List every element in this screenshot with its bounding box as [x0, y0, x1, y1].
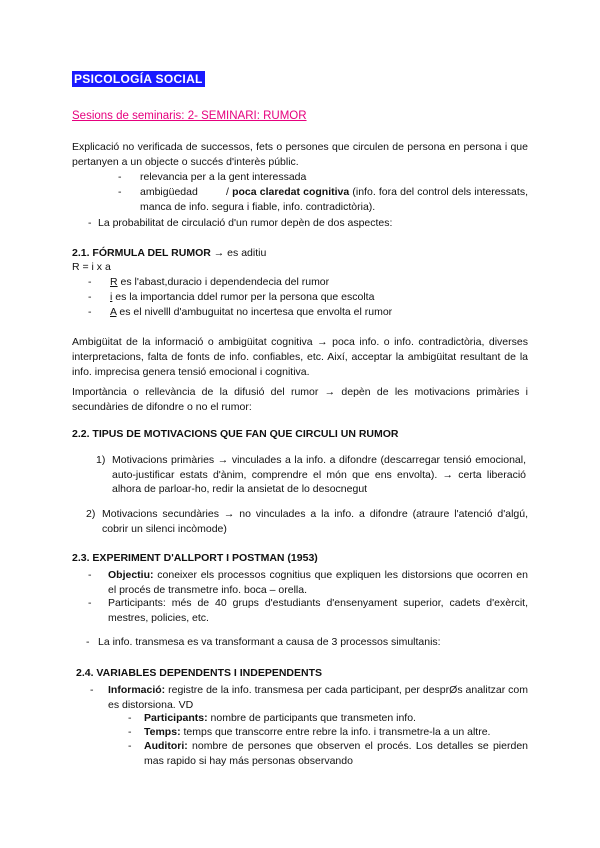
bullet-bold-term: Informació: — [108, 684, 166, 696]
formula-line: R = i x a — [72, 261, 111, 273]
item-text: Motivacions secundàries → no vinculades a la info. a difondre (atraure l'atenció d'algú, cobrir un silenci incòmode) — [102, 508, 528, 535]
bullet-desc: nombre de persones que observen el procés. Los detalles se pierden mas rapido si hay más personas observando — [144, 740, 528, 767]
section-2-2-heading: 2.2. TIPUS DE MOTIVACIONS QUE FAN QUE CIRCULI UN RUMOR — [72, 428, 399, 440]
bullet-dash: - — [90, 684, 94, 696]
document-title: PSICOLOGÍA SOCIAL — [74, 72, 203, 86]
document-title-block — [72, 72, 205, 86]
section-title-tail: → es aditiu — [213, 247, 267, 259]
bullet-dash: - — [86, 636, 90, 648]
bullet-dash: - — [128, 740, 132, 752]
bullet-dash: - — [128, 726, 132, 738]
bullet-bold-term: Participants: — [144, 712, 208, 724]
bullet-text — [110, 290, 510, 305]
bullet-desc: temps que transcorre entre rebre la info. i transmetre-la a un altre. — [180, 726, 491, 738]
bullet-text — [108, 568, 528, 597]
bullet-text — [144, 711, 528, 726]
bullet-dash: - — [88, 276, 92, 288]
document-subtitle: Sesions de seminaris: 2- SEMINARI: RUMOR — [72, 110, 307, 122]
bullet-dash: - — [88, 217, 92, 229]
bullet-rest: (info. fora del control dels interessats, manca de info. segura i fiable, info. contradictòria). — [140, 186, 528, 213]
bullet-text: relevancia per a la gent interessada — [140, 171, 307, 183]
bullet-desc: es l'abast,duracio i dependendecia del rumor — [117, 276, 330, 288]
bullet-bold-term: Objectiu: — [108, 569, 154, 581]
bullet-bold-term: poca claredat cognitiva — [232, 186, 350, 198]
bullet-slash: / — [226, 186, 229, 198]
section-2-4-heading: 2.4. VARIABLES DEPENDENTS I INDEPENDENTS — [76, 667, 323, 679]
bullet-dash: - — [118, 186, 122, 198]
bullet-dash: - — [118, 171, 122, 183]
bullet-text — [110, 275, 510, 290]
item-number: 1) — [96, 454, 106, 466]
bullet-term: ambigüedad — [140, 186, 198, 198]
bullet-text — [108, 683, 528, 712]
bullet-dash: - — [88, 291, 92, 303]
intro-paragraph: Explicació no verificada de successos, fets o persones que circulen de persona en persona i que pertanyen a un objecte o succés d'interès públic. — [72, 141, 528, 168]
bullet-text: La probabilitat de circulació d'un rumor depèn de dos aspectes: — [98, 217, 393, 229]
bullet-dash: - — [88, 306, 92, 318]
bullet-text: Participants: més de 40 grups d'estudiants d'ensenyament superior, cadets d'exèrcit, mestres, policies, etc. — [108, 597, 528, 624]
bullet-dash: - — [88, 569, 92, 581]
ambiguity-paragraph: Ambigüitat de la informació o ambigüitat cognitiva → poca info. o info. contradictòria, diverses interpretacions, falta de fonts de info. confiables, etc. Així, acceptar la ambigüitat resultant de la info. imprecisa genera tensió emocional i cognitiva. — [72, 336, 528, 378]
bullet-desc: es la importancia ddel rumor per la persona que escolta — [112, 291, 375, 303]
section-2-3-heading: 2.3. EXPERIMENT D'ALLPORT I POSTMAN (1953) — [72, 552, 318, 564]
bullet-bold-term: Temps: — [144, 726, 181, 738]
bullet-desc: nombre de participants que transmeten info. — [207, 712, 416, 724]
bullet-key: i — [110, 291, 113, 303]
bullet-desc: registre de la info. transmesa per cada participant, per desprØs analitzar com es distorsiona. VD — [108, 684, 528, 711]
bullet-dash: - — [88, 597, 92, 609]
bullet-text — [144, 739, 528, 768]
bullet-bold-term: Auditori: — [144, 740, 188, 752]
bullet-key: R — [110, 276, 118, 288]
bullet-text — [110, 305, 510, 320]
bullet-text — [144, 725, 528, 740]
item-text: Motivacions primàries → vinculades a la info. a difondre (descarregar tensió emocional, auto-justificar estats d'ànim, comprendre el món que ens envolta). → certa liberació alhora de parloar-ho, redir la ansietat de lo desocnegut — [112, 454, 526, 495]
bullet-key: A — [110, 306, 117, 318]
importance-paragraph: Importància o rellevància de la difusió del rumor → depèn de les motivacions primàries i secundàries de difondre o no el rumor: — [72, 386, 528, 413]
item-number: 2) — [86, 508, 96, 520]
bullet-text — [140, 185, 528, 214]
section-title: 2.1. FÓRMULA DEL RUMOR — [72, 247, 211, 259]
bullet-desc: coneixer els processos cognitius que expliquen les distorsions que ocorren en el procés de transmetre info. boca – orella. — [108, 569, 528, 596]
bullet-text: La info. transmesa es va transformant a causa de 3 processos simultanis: — [98, 636, 441, 648]
section-2-1-heading — [72, 247, 266, 259]
bullet-dash: - — [128, 712, 132, 724]
bullet-desc: es el nivelll d'ambuguitat no incertesa que envolta el rumor — [116, 306, 393, 318]
